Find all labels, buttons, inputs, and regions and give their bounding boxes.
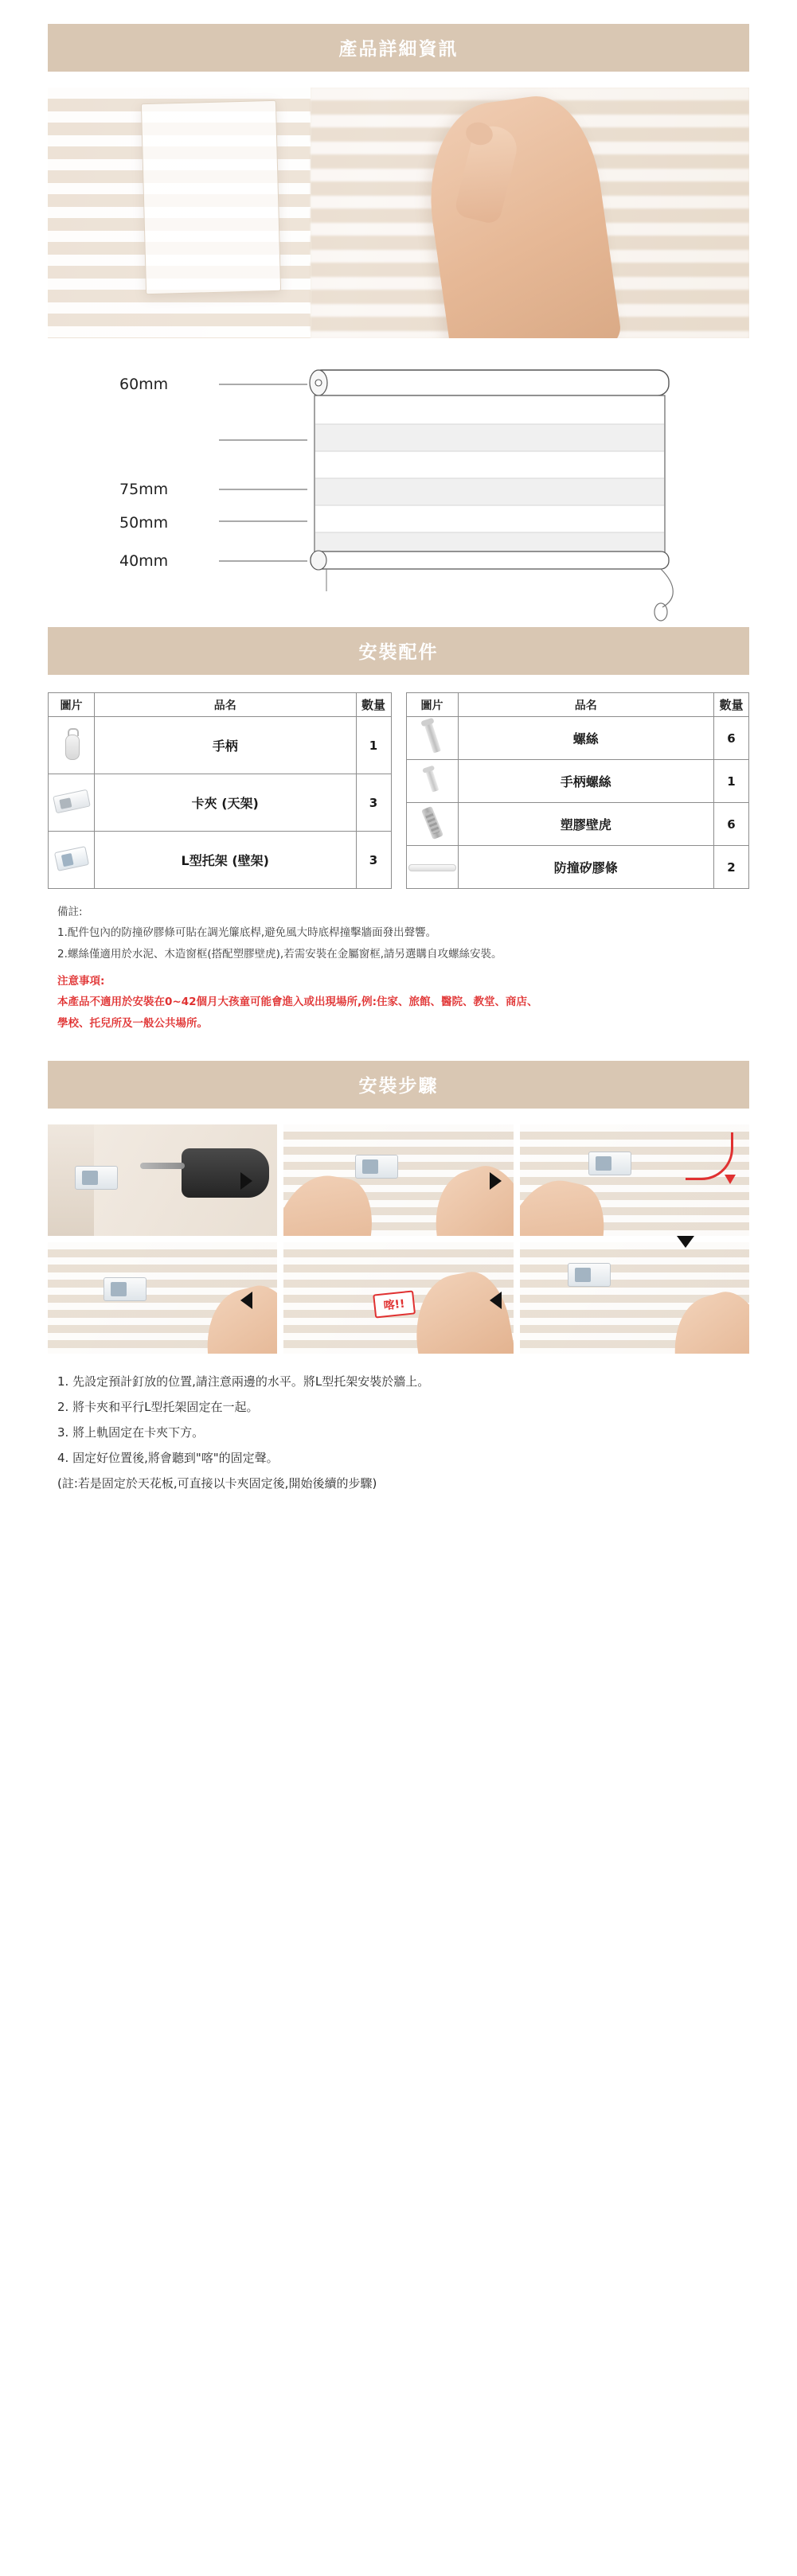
step-text-3: 3. 將上軌固定在卡夾下方。 <box>57 1424 205 1440</box>
clip-icon <box>355 1155 398 1179</box>
step-text-note: (註:若是固定於天花板,可直接以卡夾固定後,開始後續的步驟) <box>57 1475 377 1491</box>
cell-image <box>49 717 95 774</box>
flow-arrow-left-icon <box>240 1292 252 1309</box>
cell-qty: 6 <box>714 717 749 760</box>
header-qty: 數量 <box>356 693 391 717</box>
cell-qty: 2 <box>714 846 749 889</box>
flow-arrow-right-icon <box>490 1172 502 1190</box>
cell-name: L型托架 (壁架) <box>95 832 357 889</box>
cell-qty: 6 <box>714 803 749 846</box>
notes-line-1: 1.配件包內的防撞矽膠條可貼在調光簾底桿,避免風大時底桿撞擊牆面發出聲響。 <box>57 926 437 940</box>
section-title-product-detail: 產品詳細資訊 <box>48 24 749 72</box>
clip-icon <box>104 1277 147 1301</box>
accessory-tables <box>48 692 749 889</box>
l-bracket-icon <box>53 846 88 871</box>
cell-name: 防撞矽膠條 <box>458 846 714 889</box>
cell-name: 卡夾 (天架) <box>95 774 357 832</box>
step-text-2: 2. 將卡夾和平行L型托架固定在一起。 <box>57 1399 259 1414</box>
cell-image <box>406 846 458 889</box>
l-bracket-icon <box>75 1166 118 1190</box>
product-hero-photo <box>48 88 749 338</box>
step-photo-3 <box>520 1124 749 1236</box>
header-name: 品名 <box>458 693 714 717</box>
steps-image-grid <box>48 1124 749 1354</box>
cell-qty: 1 <box>356 717 391 774</box>
notes-label: 備註: <box>57 906 83 918</box>
cell-qty: 3 <box>356 832 391 889</box>
handle-screw-icon <box>425 767 440 792</box>
header-image: 圖片 <box>406 693 458 717</box>
step-text-4: 4. 固定好位置後,將會聽到"喀"的固定聲。 <box>57 1450 279 1465</box>
click-sound-badge: 喀!! <box>373 1291 416 1319</box>
warning-line-2: 學校、托兒所及一般公共場所。 <box>57 1016 208 1030</box>
warning-line-1: 本產品不適用於安裝在0~42個月大孩童可能會進入或出現場所,例:住家、旅館、醫院、教堂、商店、 <box>57 996 538 1009</box>
cell-image <box>49 774 95 832</box>
wall-anchor-icon <box>421 805 443 839</box>
cell-image <box>49 832 95 889</box>
flow-arrow-down-icon <box>677 1236 694 1248</box>
step-photo-5 <box>283 1242 513 1354</box>
cell-name: 螺絲 <box>458 717 714 760</box>
dimension-label-4: 40mm <box>119 552 169 570</box>
blind-panel-card <box>141 100 281 294</box>
table-row <box>49 717 392 774</box>
dimension-diagram-svg <box>48 353 749 627</box>
dimension-diagram <box>48 353 749 627</box>
steps-image-grid-wrap <box>0 1124 797 1354</box>
table-header-row <box>49 693 392 717</box>
cell-image <box>406 803 458 846</box>
steps-text-block <box>57 1370 740 1495</box>
screw-icon <box>424 720 441 753</box>
cell-name: 塑膠壁虎 <box>458 803 714 846</box>
clip-icon <box>588 1152 631 1175</box>
silicone-strip-icon <box>408 864 456 871</box>
cell-qty: 1 <box>714 760 749 803</box>
cell-name: 手柄 <box>95 717 357 774</box>
clip-icon <box>568 1263 611 1287</box>
dimension-label-3: 50mm <box>119 514 169 532</box>
handle-icon <box>63 728 80 760</box>
dimension-label-1: 60mm <box>119 376 169 393</box>
header-name: 品名 <box>95 693 357 717</box>
cell-image <box>406 717 458 760</box>
warning-title: 注意事項: <box>57 974 105 988</box>
header-image: 圖片 <box>49 693 95 717</box>
accessory-table-left <box>48 692 392 889</box>
flow-arrow-left-icon <box>490 1292 502 1309</box>
notes-line-2: 2.螺絲僅適用於水泥、木造窗框(搭配塑膠壁虎),若需安裝在金屬窗框,請另選購自攻螺絲安裝。 <box>57 947 502 961</box>
notes-block <box>57 902 740 1034</box>
step-photo-2 <box>283 1124 513 1236</box>
cell-qty: 3 <box>356 774 391 832</box>
cell-image <box>406 760 458 803</box>
section-title-accessories: 安裝配件 <box>48 627 749 675</box>
step-text-1: 1. 先設定預計釘放的位置,請注意兩邊的水平。將L型托架安裝於牆上。 <box>57 1374 430 1389</box>
drill-icon <box>182 1148 269 1198</box>
section-title-steps: 安裝步驟 <box>48 1061 749 1109</box>
table-row <box>406 760 749 803</box>
flow-arrow-right-icon <box>240 1172 252 1190</box>
accessory-table-right <box>406 692 750 889</box>
clip-icon <box>53 789 91 813</box>
table-row <box>49 832 392 889</box>
dimension-label-2: 75mm <box>119 481 169 498</box>
table-row <box>49 774 392 832</box>
table-row <box>406 846 749 889</box>
step-photo-6 <box>520 1242 749 1354</box>
table-row <box>406 717 749 760</box>
table-header-row <box>406 693 749 717</box>
cell-name: 手柄螺絲 <box>458 760 714 803</box>
header-qty: 數量 <box>714 693 749 717</box>
table-row <box>406 803 749 846</box>
product-detail-page <box>0 24 797 1495</box>
